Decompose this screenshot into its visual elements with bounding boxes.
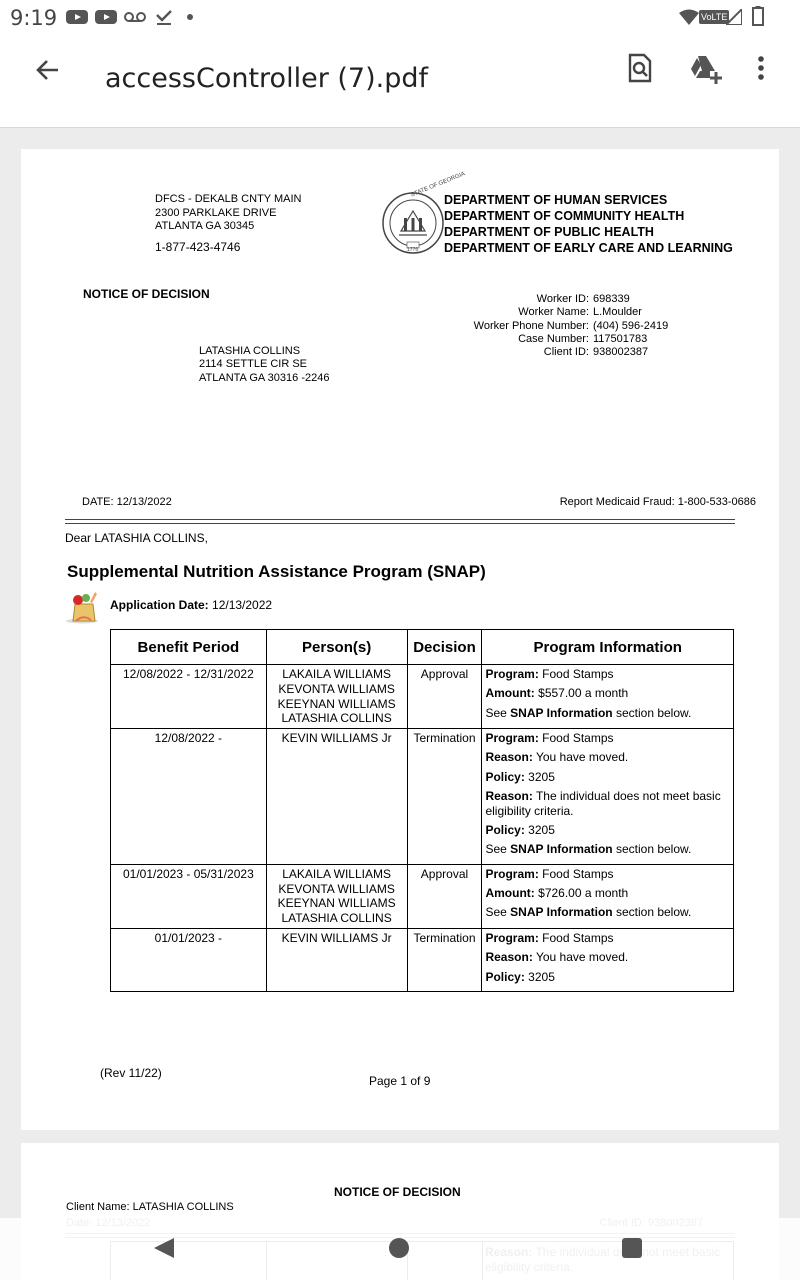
dot-icon (186, 9, 194, 25)
worker-info-row (449, 333, 668, 346)
battery-icon (752, 6, 764, 26)
worker-info-row (449, 320, 668, 333)
table-row (111, 864, 734, 928)
worker-info-label: Client ID: (543, 346, 589, 359)
info-line (485, 950, 730, 965)
divider (65, 519, 735, 520)
info-label: Policy: (485, 823, 525, 838)
info-line (485, 842, 730, 857)
info-line (485, 823, 730, 838)
person-name: LATASHIA COLLINS (281, 911, 392, 926)
info-label: Program: (485, 930, 539, 945)
column-header: Program Information (482, 630, 734, 665)
info-text: 3205 (528, 823, 555, 838)
table-row (111, 665, 734, 729)
info-label: Reason: (485, 950, 533, 965)
info-line (485, 886, 730, 901)
application-date-value: 12/13/2022 (212, 598, 273, 612)
worker-info-value: 938002387 (593, 346, 649, 359)
document-title: accessController (7).pdf (105, 63, 428, 94)
info-text: You have moved. (535, 950, 629, 965)
info-label: Reason: (485, 789, 533, 804)
department-line: DEPARTMENT OF COMMUNITY HEALTH (444, 209, 685, 223)
notice-title: NOTICE OF DECISION (334, 1185, 461, 1199)
info-line (485, 731, 730, 746)
recipient-name: LATASHIA COLLINS (199, 345, 301, 357)
office-phone: 1-877-423-4746 (155, 240, 241, 254)
client-name: Client Name: LATASHIA COLLINS (66, 1201, 234, 1213)
worker-info-value: (404) 596-2419 (593, 319, 669, 332)
info-line (485, 686, 730, 701)
info-line (485, 789, 730, 819)
office-street: 2300 PARKLAKE DRIVE (155, 207, 277, 219)
info-label: SNAP Information (510, 905, 613, 920)
info-label: Amount: (485, 686, 535, 701)
signal-icon (726, 9, 742, 25)
benefits-table (110, 629, 734, 992)
recents-square-icon[interactable] (621, 1237, 643, 1259)
program-info-cell (482, 665, 734, 729)
voicemail-icon (124, 9, 146, 25)
info-line (485, 931, 730, 946)
info-label: Reason: (485, 750, 533, 765)
persons-cell (266, 928, 407, 991)
info-label: Program: (485, 667, 539, 681)
info-label: Policy: (485, 969, 525, 984)
person-name: KEEYNAN WILLIAMS (277, 896, 396, 911)
info-text: See (485, 905, 507, 920)
benefit-period: 01/01/2023 - 05/31/2023 (111, 864, 267, 928)
divider (65, 523, 735, 524)
program-heading: Supplemental Nutrition Assistance Program (SNAP) (67, 562, 486, 581)
info-text: The individual does not meet basic eligibility criteria. (485, 789, 721, 818)
recipient-street: 2114 SETTLE CIR SE (199, 358, 308, 370)
worker-info-label: Worker ID: (536, 293, 589, 305)
info-text: Food Stamps (542, 866, 614, 881)
info-text: section below. (615, 705, 692, 720)
youtube-icon (95, 9, 117, 25)
person-name: KEVONTA WILLIAMS (278, 881, 395, 896)
column-header: Decision (407, 630, 482, 665)
info-text: You have moved. (535, 750, 629, 765)
check-icon (155, 9, 173, 25)
info-text: section below. (615, 905, 692, 920)
info-line (485, 867, 730, 882)
decision: Termination (407, 928, 482, 991)
salutation: Dear LATASHIA COLLINS, (65, 531, 208, 545)
info-text: $726.00 a month (538, 886, 629, 901)
info-label: Program: (485, 731, 539, 746)
notice-title: NOTICE OF DECISION (83, 287, 210, 301)
person-name: KEVIN WILLIAMS Jr (281, 930, 392, 945)
info-line (485, 667, 730, 682)
persons-cell (266, 729, 407, 865)
column-header: Benefit Period (111, 630, 267, 665)
fraud-hotline: Report Medicaid Fraud: 1-800-533-0686 (559, 496, 756, 508)
persons-cell (266, 665, 407, 729)
info-text: $557.00 a month (538, 686, 629, 701)
info-line (485, 706, 730, 721)
info-label: SNAP Information (510, 705, 613, 720)
seal-year: 1776 (407, 247, 419, 253)
revision-label: (Rev 11/22) (100, 1066, 162, 1080)
info-text: See (485, 842, 507, 857)
more-vert-icon[interactable] (745, 52, 777, 84)
wifi-icon (678, 9, 700, 25)
info-text: 3205 (528, 969, 555, 984)
recipient-city: ATLANTA GA 30316 -2246 (199, 372, 330, 384)
youtube-icon (66, 9, 88, 25)
worker-info-value: L.Moulder (593, 306, 642, 319)
status-time: 9:19 (10, 6, 58, 30)
info-text: 3205 (528, 769, 555, 784)
application-date-label: Application Date: (110, 598, 209, 612)
persons-cell (266, 864, 407, 928)
info-label: Policy: (485, 769, 525, 784)
back-arrow-icon[interactable] (32, 54, 64, 86)
person-name: KEVONTA WILLIAMS (278, 681, 395, 696)
home-circle-icon[interactable] (388, 1237, 410, 1259)
back-triangle-icon[interactable] (152, 1236, 176, 1260)
app-bar (0, 34, 800, 128)
person-name: LAKAILA WILLIAMS (282, 866, 391, 881)
worker-info-row (449, 306, 668, 319)
worker-info-label: Worker Name: (518, 306, 589, 319)
page-number: Page 1 of 9 (369, 1074, 431, 1088)
info-line (485, 905, 730, 920)
department-line: DEPARTMENT OF HUMAN SERVICES (444, 193, 668, 207)
program-info-cell (482, 928, 734, 991)
benefit-period: 12/08/2022 - (111, 729, 267, 865)
table-row (111, 729, 734, 865)
worker-info-value: 698339 (593, 293, 630, 305)
volte-badge: VoLTE (701, 12, 728, 22)
grocery-bag-icon (65, 590, 103, 624)
program-info-cell (482, 729, 734, 865)
worker-info (449, 293, 668, 359)
notice-date: DATE: 12/13/2022 (82, 496, 172, 508)
person-name: LAKAILA WILLIAMS (282, 667, 391, 681)
office-city: ATLANTA GA 30345 (155, 220, 255, 232)
program-info-cell (482, 864, 734, 928)
benefit-period: 12/08/2022 - 12/31/2022 (111, 665, 267, 729)
worker-info-label: Worker Phone Number: (473, 319, 589, 332)
person-name: KEEYNAN WILLIAMS (277, 696, 396, 711)
info-label: Amount: (485, 886, 535, 901)
decision: Termination (407, 729, 482, 865)
info-text: Food Stamps (542, 667, 614, 681)
info-text: See (485, 705, 507, 720)
office-name: DFCS - DEKALB CNTY MAIN (155, 193, 302, 205)
add-to-drive-icon[interactable] (688, 52, 722, 84)
worker-info-value: 117501783 (593, 332, 648, 345)
department-line: DEPARTMENT OF PUBLIC HEALTH (444, 225, 654, 239)
column-header: Person(s) (266, 630, 407, 665)
table-header-row (111, 630, 734, 665)
info-line (485, 970, 730, 985)
worker-info-row (449, 346, 668, 359)
pdf-page-1 (21, 149, 779, 1130)
seal-text: STATE OF GEORGIA (410, 171, 467, 199)
info-line (485, 750, 730, 765)
info-label: Program: (485, 866, 539, 881)
info-text: Food Stamps (542, 930, 614, 945)
info-text: section below. (615, 842, 692, 857)
table-row (111, 928, 734, 991)
decision: Approval (407, 665, 482, 729)
worker-info-label: Case Number: (518, 332, 589, 345)
find-in-page-icon[interactable] (624, 52, 656, 84)
worker-info-row (449, 293, 668, 306)
info-text: Food Stamps (542, 731, 614, 746)
info-line (485, 770, 730, 785)
navigation-bar (0, 1218, 800, 1280)
status-bar (0, 0, 800, 34)
person-name: KEVIN WILLIAMS Jr (281, 731, 392, 746)
benefit-period: 01/01/2023 - (111, 928, 267, 991)
department-line: DEPARTMENT OF EARLY CARE AND LEARNING (444, 241, 733, 255)
decision: Approval (407, 864, 482, 928)
person-name: LATASHIA COLLINS (281, 711, 392, 726)
application-date (110, 598, 272, 612)
info-label: SNAP Information (510, 842, 613, 857)
georgia-seal (381, 191, 445, 255)
